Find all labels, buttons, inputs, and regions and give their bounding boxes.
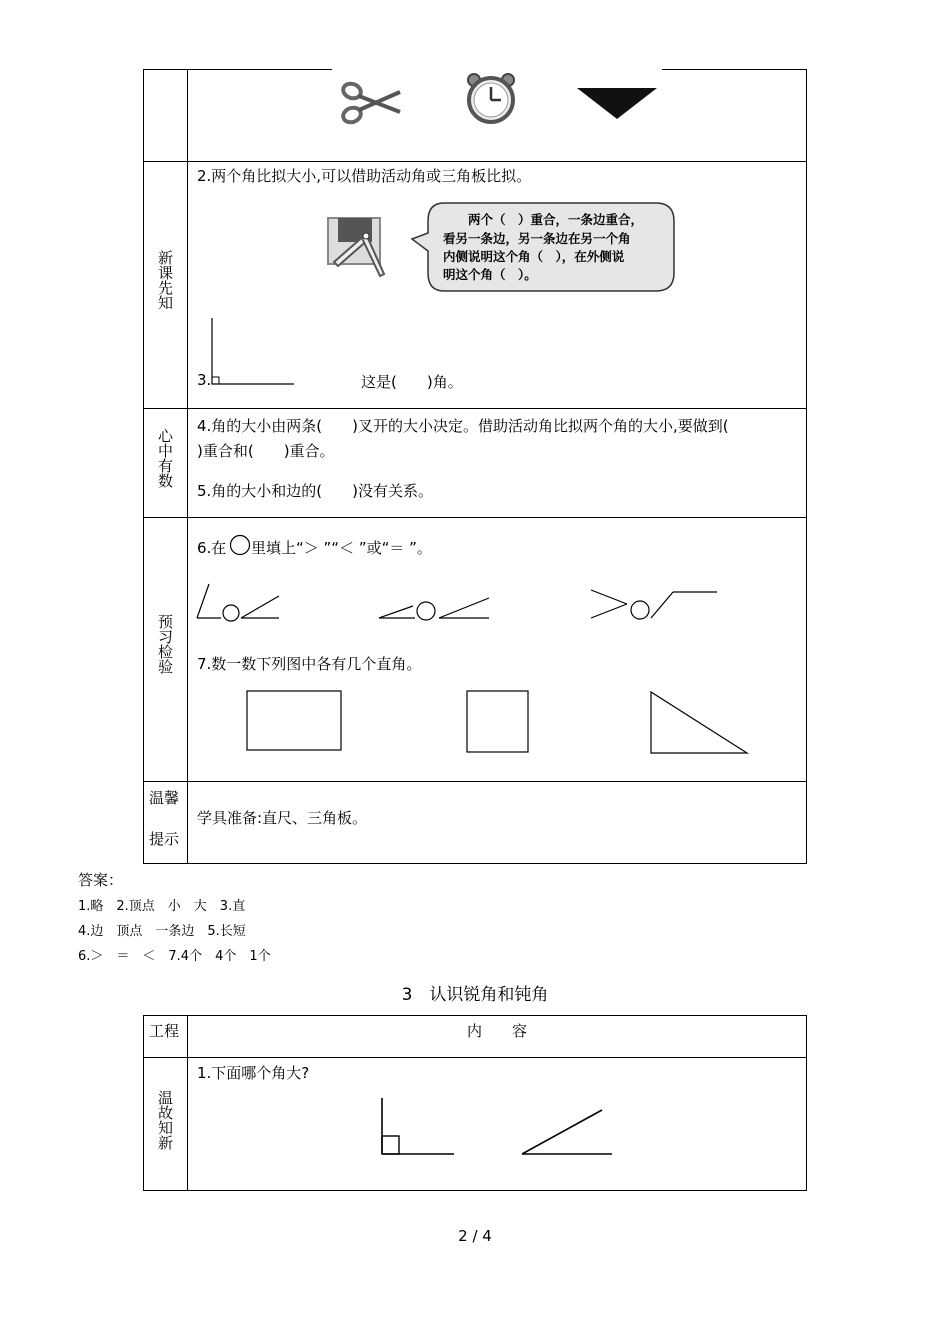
rectangle-shape	[246, 690, 344, 754]
bubble-line-2: 看另一条边，另一条边在另一个角	[443, 231, 631, 246]
question-4-line-2: )重合和( )重合。	[197, 442, 335, 460]
bubble-line-4: 明这个角（ ）。	[443, 267, 537, 282]
question-6-suffix: 里填上“＞ ”“＜ ”或“＝ ”。	[251, 539, 432, 557]
question-5: 5.角的大小和边的( )没有关系。	[197, 482, 434, 500]
bubble-line-3: 内侧说明这个角（ ），在外侧说	[443, 249, 625, 264]
row-divider	[143, 517, 807, 518]
section-label-review: 温故知新	[156, 1090, 174, 1150]
row-divider	[143, 781, 807, 782]
row-divider	[143, 408, 807, 409]
square-shape	[466, 690, 532, 756]
table-2	[143, 1015, 807, 1191]
angle-tool-illustration	[326, 218, 398, 278]
question-7: 7.数一数下列图中各有几个直角。	[197, 655, 422, 673]
right-angle-figure	[210, 318, 300, 388]
table-2-header-col2: 内 容	[466, 1022, 527, 1040]
table-2-column-divider	[187, 1015, 188, 1191]
section-label-new-lesson: 新课先知	[156, 250, 174, 310]
row-divider	[143, 161, 807, 162]
answers-line-3: 6.＞ ＝ ＜ 7.4个 4个 1个	[78, 949, 271, 964]
triangle-ruler-icon	[577, 86, 657, 120]
question-6-prefix: 6.在	[197, 539, 227, 557]
answers-title: 答案：	[78, 871, 124, 889]
compare-circle-1	[223, 605, 239, 621]
answers-line-1: 1.略 2.顶点 小 大 3.直	[78, 899, 246, 914]
question-2: 2.两个角比拟大小,可以借助活动角或三角板比拟。	[197, 167, 532, 185]
answer-circle-icon	[229, 534, 251, 556]
scissors-icon	[340, 78, 402, 126]
section-label-in-mind: 心中有数	[156, 428, 174, 488]
table-2-header-col1: 工程	[149, 1022, 180, 1040]
section-3-title: 3 认识锐角和钝角	[401, 985, 549, 1005]
answers-line-2: 4.边 顶点 一条边 5.长短	[78, 924, 246, 939]
table-1-column-divider	[187, 69, 188, 864]
section-label-reminder-1: 温馨	[149, 789, 180, 807]
question-3-number: 3.	[197, 371, 212, 389]
angle-compare-3	[589, 588, 721, 624]
section-label-preview-check: 预习检验	[156, 614, 174, 674]
right-triangle-shape	[650, 691, 752, 757]
table-2-question-1: 1.下面哪个角大?	[197, 1064, 310, 1082]
section-label-reminder-2: 提示	[149, 830, 180, 848]
acute-angle-compare-figure	[520, 1108, 615, 1158]
table-2-header-divider	[143, 1057, 807, 1058]
question-3-text: 这是( )角。	[361, 373, 463, 391]
angle-compare-1	[195, 580, 285, 624]
bubble-line-1: 两个（ ）重合，一条边重合，	[468, 212, 644, 227]
angle-compare-2	[377, 594, 495, 624]
reminder-text: 学具准备:直尺、三角板。	[197, 809, 368, 827]
question-4-line-1: 4.角的大小由两条( )叉开的大小决定。借助活动角比拟两个角的大小,要做到(	[197, 417, 729, 435]
alarm-clock-icon	[464, 71, 518, 125]
page-number: 2 / 4	[458, 1227, 492, 1245]
right-angle-compare-figure	[380, 1098, 456, 1158]
